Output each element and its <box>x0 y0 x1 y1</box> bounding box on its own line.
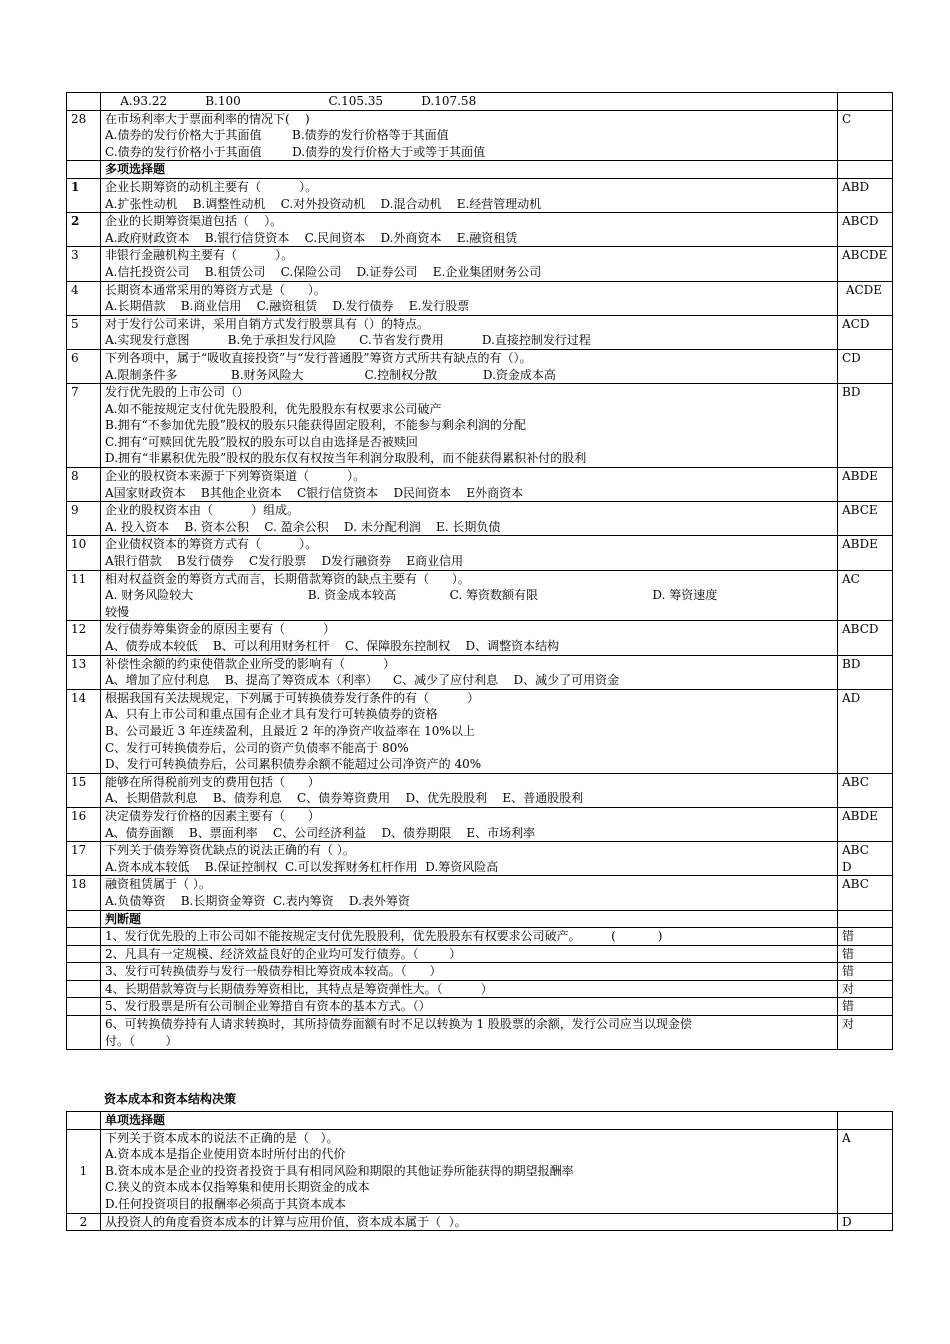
question-line: 4、长期借款筹资与长期债券筹资相比，其特点是筹资弹性大。（ ） <box>105 981 493 996</box>
question-row <box>67 655 893 689</box>
question-row <box>67 384 893 468</box>
question-text <box>101 349 838 383</box>
question-text <box>101 178 838 212</box>
question-line: 2、凡具有一定规模、经济效益良好的企业均可发行债券。（ ） <box>105 946 462 961</box>
question-line: A.限制条件多 B.财务风险大 C.控制权分散 D.资金成本高 <box>105 367 556 382</box>
question-number <box>67 1112 101 1130</box>
question-text <box>101 807 838 841</box>
answer-cell: AD <box>838 689 893 773</box>
question-line: B、公司最近 3 年连续盈利，且最近 2 年的净资产收益率在 10%以上 <box>105 723 475 738</box>
question-line: A.政府财政资本 B.银行信贷资本 C.民间资本 D.外商资本 E.融资租赁 <box>105 230 518 245</box>
question-text <box>101 1213 838 1231</box>
answer-cell: D <box>838 1213 893 1231</box>
section-header: 判断题 <box>101 910 838 928</box>
question-text <box>101 963 838 981</box>
question-number <box>67 998 101 1016</box>
answer-cell: ABDE <box>838 536 893 570</box>
question-number: 7 <box>67 384 101 468</box>
answer-cell: C <box>838 110 893 161</box>
question-number: 18 <box>67 876 101 910</box>
question-row <box>67 1213 893 1231</box>
question-table-2 <box>66 1111 893 1231</box>
question-line: A.债券的发行价格大于其面值 B.债券的发行价格等于其面值 <box>105 128 449 143</box>
answer-cell: ACDE <box>838 281 893 315</box>
question-line: 能够在所得税前列支的费用包括（ ） <box>105 774 320 789</box>
question-row <box>67 281 893 315</box>
answer-cell: ABDE <box>838 468 893 502</box>
question-line: C、发行可转换债券后，公司的资产负债率不能高于 80% <box>105 740 409 755</box>
question-row <box>67 807 893 841</box>
answer-cell: BD <box>838 384 893 468</box>
question-row <box>67 998 893 1016</box>
question-row <box>67 315 893 349</box>
question-number: 14 <box>67 689 101 773</box>
question-number: 3 <box>67 247 101 281</box>
question-row <box>67 502 893 536</box>
question-line: 3、发行可转换债券与发行一般债券相比筹资成本较高。（ ） <box>105 964 442 979</box>
question-line: 在市场利率大于票面利率的情况下( ) <box>105 111 310 126</box>
question-text <box>101 928 838 946</box>
question-row <box>67 570 893 621</box>
question-line: 企业的股权资本来源于下列筹资渠道（ ）。 <box>105 469 366 484</box>
question-line: 企业债权资本的筹资方式有（ ）。 <box>105 537 318 552</box>
question-number: 6 <box>67 349 101 383</box>
question-line: A、债券成本较低 B、可以利用财务杠杆 C、保障股东控制权 D、调整资本结构 <box>105 639 560 653</box>
question-row <box>67 468 893 502</box>
question-line: 企业的长期筹资渠道包括（ ）。 <box>105 214 283 229</box>
question-line: 补偿性余额的约束使借款企业所受的影响有（ ） <box>105 656 396 671</box>
question-text <box>101 110 838 161</box>
question-line: 发行债券筹集资金的原因主要有（ ） <box>105 622 336 637</box>
question-text <box>101 1129 838 1213</box>
answer-cell: CD <box>838 349 893 383</box>
question-line: A.93.22 B.100 C.105.35 D.107.58 <box>105 94 477 108</box>
question-line: D、发行可转换债券后，公司累积债券余额不能超过公司净资产的 40% <box>105 757 482 772</box>
question-number: 17 <box>67 842 101 876</box>
answer-cell <box>838 161 893 179</box>
question-text <box>101 773 838 807</box>
answer-cell: ABCDE <box>838 247 893 281</box>
question-row <box>67 1129 893 1213</box>
question-number: 15 <box>67 773 101 807</box>
question-text <box>101 980 838 998</box>
question-number: 1 <box>67 178 101 212</box>
question-number: 2 <box>67 213 101 247</box>
question-text <box>101 945 838 963</box>
answer-cell <box>838 1112 893 1130</box>
answer-cell: ABC D <box>838 842 893 876</box>
answer-cell: 对 <box>838 980 893 998</box>
answer-cell: ABD <box>838 178 893 212</box>
question-line: A、增加了应付利息 B、提高了筹资成本（利率） C、减少了应付利息 D、减少了可用资金 <box>105 673 620 688</box>
question-line: A.资本成本是指企业使用资本时所付出的代价 <box>105 1147 346 1162</box>
question-line: 5、发行股票是所有公司制企业筹措自有资本的基本方式。（） <box>105 999 431 1014</box>
question-number: 28 <box>67 110 101 161</box>
question-row <box>67 842 893 876</box>
question-text <box>101 536 838 570</box>
question-row <box>67 213 893 247</box>
answer-cell: ABC <box>838 773 893 807</box>
question-text <box>101 998 838 1016</box>
question-line: 下列关于债券筹资优缺点的说法正确的有（ ）。 <box>105 843 355 858</box>
section-title: 资本成本和资本结构决策 <box>104 1092 237 1106</box>
question-line: A. 投入资本 B. 资本公积 C. 盈余公积 D. 未分配利润 E. 长期负债 <box>105 519 501 534</box>
question-line: D.任何投资项目的报酬率必须高于其资本成本 <box>105 1196 347 1211</box>
question-number: 1 <box>67 1129 101 1213</box>
question-text <box>101 384 838 468</box>
answer-cell <box>838 910 893 928</box>
question-row <box>67 349 893 383</box>
question-line: C.拥有“可赎回优先股”股权的股东可以自由选择是否被赎回 <box>105 434 418 449</box>
question-number: 2 <box>67 1213 101 1231</box>
answer-cell: 错 <box>838 998 893 1016</box>
question-line: 融资租赁属于（ ）。 <box>105 877 211 892</box>
question-line: A.负债筹资 B.长期资金筹资 C.表内筹资 D.表外筹资 <box>105 893 410 908</box>
question-line: 发行优先股的上市公司（） <box>105 385 250 400</box>
question-line: 非银行金融机构主要有（ ）。 <box>105 248 294 263</box>
question-number <box>67 980 101 998</box>
question-text <box>101 655 838 689</box>
question-text <box>101 93 838 111</box>
question-number: 10 <box>67 536 101 570</box>
question-text <box>101 247 838 281</box>
question-number <box>67 945 101 963</box>
question-row <box>67 161 893 179</box>
question-number: 13 <box>67 655 101 689</box>
question-text <box>101 876 838 910</box>
question-row <box>67 621 893 655</box>
question-line: A.长期借款 B.商业信用 C.融资租赁 D.发行债券 E.发行股票 <box>105 299 470 314</box>
question-row <box>67 928 893 946</box>
question-line: 6、可转换债券持有人请求转换时，其所持债券面额有时不足以转换为 1 股股票的余额，发行公司应当以现金偿 <box>105 1017 692 1032</box>
answer-cell: ABC <box>838 876 893 910</box>
question-line: 下列关于资本成本的说法不正确的是（ ）。 <box>105 1130 339 1145</box>
question-number <box>67 161 101 179</box>
answer-cell <box>838 93 893 111</box>
question-line: 相对权益资金的筹资方式而言，长期借款筹资的缺点主要有（ ）。 <box>105 571 470 586</box>
question-number: 16 <box>67 807 101 841</box>
answer-cell: ABCD <box>838 621 893 655</box>
question-row <box>67 178 893 212</box>
question-line: A.实现发行意图 B.免于承担发行风险 C.节省发行费用 D.直接控制发行过程 <box>105 333 591 348</box>
answer-cell: ABCD <box>838 213 893 247</box>
question-number <box>67 928 101 946</box>
answer-cell: ABCE <box>838 502 893 536</box>
answer-cell: 对 <box>838 1016 893 1050</box>
question-line: A、只有上市公司和重点国有企业才具有发行可转换债券的资格 <box>105 707 438 722</box>
question-line: 对于发行公司来讲，采用自销方式发行股票具有（）的特点。 <box>105 316 430 331</box>
question-text <box>101 281 838 315</box>
question-row <box>67 876 893 910</box>
question-text <box>101 842 838 876</box>
section-header: 多项选择题 <box>101 161 838 179</box>
question-text <box>101 1016 838 1050</box>
answer-cell: 错 <box>838 945 893 963</box>
question-line: C.狭义的资本成本仅指筹集和使用长期资金的成本 <box>105 1180 370 1195</box>
question-line: 根据我国有关法规规定，下列属于可转换债券发行条件的有（ ） <box>105 690 480 705</box>
question-row <box>67 1112 893 1130</box>
question-line: 决定债券发行价格的因素主要有（ ） <box>105 808 320 823</box>
question-number <box>67 910 101 928</box>
question-number <box>67 93 101 111</box>
question-line: A国家财政资本 B其他企业资本 C银行信贷资本 D民间资本 E外商资本 <box>105 485 524 500</box>
question-line: 较慢 <box>105 604 130 619</box>
question-line: 企业长期筹资的动机主要有（ ）。 <box>105 179 318 194</box>
question-text <box>101 570 838 621</box>
question-line: C.债券的发行价格小于其面值 D.债券的发行价格大于或等于其面值 <box>105 144 486 159</box>
question-text <box>101 621 838 655</box>
question-row <box>67 910 893 928</box>
question-line: 付。（ ） <box>105 1033 178 1048</box>
question-row <box>67 93 893 111</box>
question-row <box>67 980 893 998</box>
question-line: A银行借款 B发行债券 C发行股票 D发行融资券 E商业信用 <box>105 554 464 569</box>
question-line: 企业的股权资本由（ ）组成。 <box>105 503 300 518</box>
question-row <box>67 110 893 161</box>
question-line: A、长期借款利息 B、债券利息 C、债券筹资费用 D、优先股股利 E、普通股股利 <box>105 791 584 806</box>
section-header: 单项选择题 <box>101 1112 838 1130</box>
question-text <box>101 315 838 349</box>
question-line: A.扩张性动机 B.调整性动机 C.对外投资动机 D.混合动机 E.经营管理动机 <box>105 196 542 211</box>
question-text <box>101 502 838 536</box>
question-number: 8 <box>67 468 101 502</box>
question-number: 5 <box>67 315 101 349</box>
answer-cell: ACD <box>838 315 893 349</box>
question-line: A.如不能按规定支付优先股股利，优先股股东有权要求公司破产 <box>105 401 442 416</box>
question-row <box>67 247 893 281</box>
question-text <box>101 689 838 773</box>
question-line: 1、发行优先股的上市公司如不能按规定支付优先股股利，优先股股东有权要求公司破产。 ( ) <box>105 929 663 944</box>
answer-cell: AC <box>838 570 893 621</box>
question-line: 从投资人的角度看资本成本的计算与应用价值，资本成本属于（ ）。 <box>105 1214 467 1229</box>
question-line: B.资本成本是企业的投资者投资于具有相同风险和期限的其他证券所能获得的期望报酬率 <box>105 1163 574 1178</box>
answer-cell: BD <box>838 655 893 689</box>
question-table-1 <box>66 92 893 1050</box>
question-line: A.资本成本较低 B.保证控制权 C.可以发挥财务杠杆作用 D.筹资风险高 <box>105 859 499 874</box>
question-line: A、债券面额 B、票面利率 C、公司经济利益 D、债券期限 E、市场利率 <box>105 825 536 840</box>
question-line: 长期资本通常采用的筹资方式是（ ）。 <box>105 282 326 297</box>
question-number <box>67 963 101 981</box>
question-row <box>67 536 893 570</box>
question-line: 下列各项中，属于“吸收直接投资”与“发行普通股”筹资方式所共有缺点的有（）。 <box>105 350 532 365</box>
question-row <box>67 963 893 981</box>
question-number <box>67 1016 101 1050</box>
question-number: 4 <box>67 281 101 315</box>
question-text <box>101 213 838 247</box>
answer-cell: 错 <box>838 928 893 946</box>
question-row <box>67 689 893 773</box>
question-line: B.拥有“不参加优先股”股权的股东只能获得固定股利，不能参与剩余利润的分配 <box>105 418 526 433</box>
question-line: A.信托投资公司 B.租赁公司 C.保险公司 D.证券公司 E.企业集团财务公司 <box>105 264 542 279</box>
question-line: D.拥有“非累积优先股”股权的股东仅有权按当年利润分取股利，而不能获得累积补付的股利 <box>105 451 587 466</box>
answer-cell: A <box>838 1129 893 1213</box>
question-number: 9 <box>67 502 101 536</box>
answer-cell: 错 <box>838 963 893 981</box>
question-number: 12 <box>67 621 101 655</box>
question-row <box>67 945 893 963</box>
question-row <box>67 1016 893 1050</box>
question-line: A. 财务风险较大 B. 资金成本较高 C. 筹资数额有限 D. 筹资速度 <box>105 588 718 603</box>
question-text <box>101 468 838 502</box>
question-row <box>67 773 893 807</box>
answer-cell: ABDE <box>838 807 893 841</box>
question-number: 11 <box>67 570 101 621</box>
